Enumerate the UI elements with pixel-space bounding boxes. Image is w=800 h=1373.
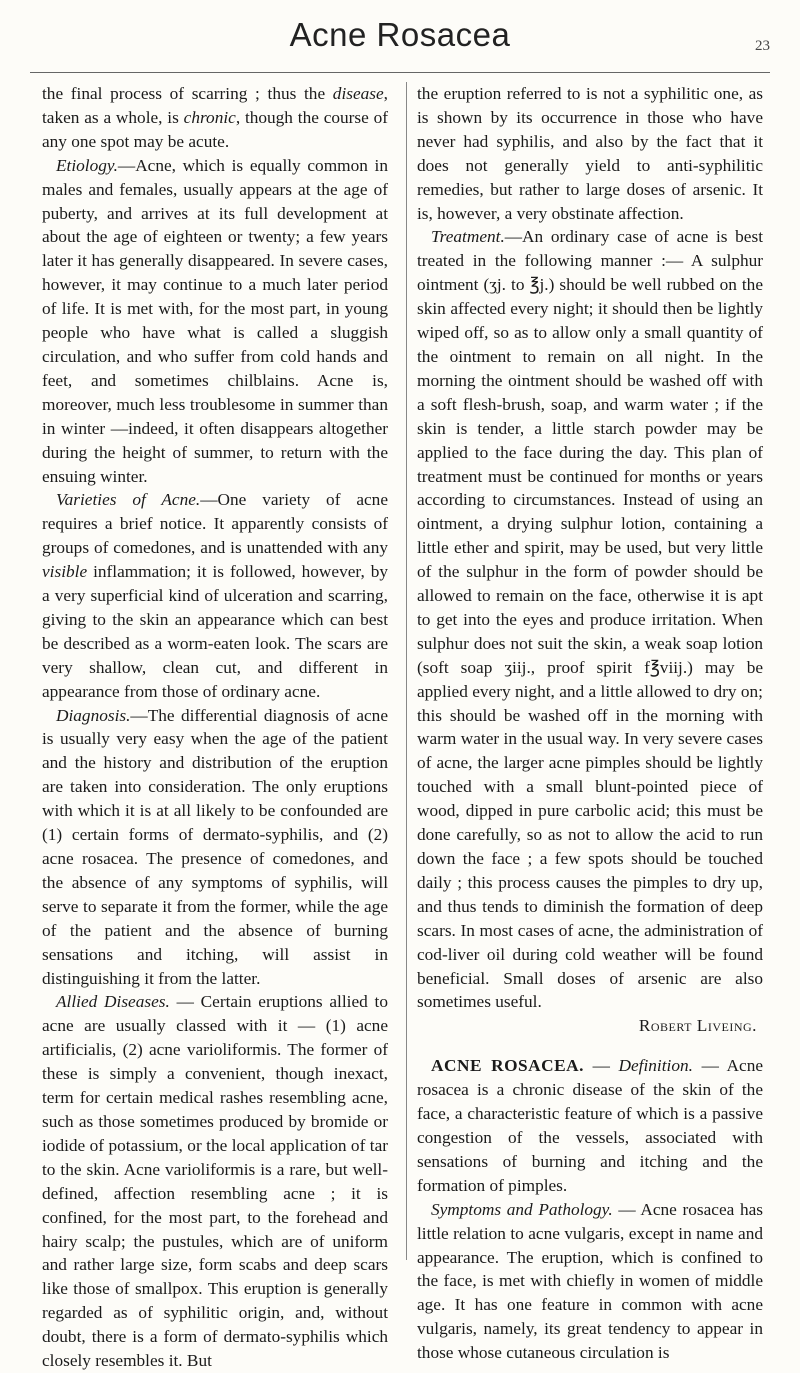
section-heading-definition: Definition. bbox=[618, 1056, 693, 1076]
text-run-italic: visible bbox=[42, 562, 88, 582]
text-run-italic: chronic bbox=[183, 107, 236, 127]
paragraph-text: — Acne rosacea is a chronic disease of the skin of the face, a characteristic feature of which is a passive congestion of the vessels, associated with sensations of burning and itching and the formation of pimples. bbox=[417, 1056, 764, 1195]
text-run: , taken as a whole, is bbox=[42, 84, 388, 127]
section-heading-treatment: Treatment. bbox=[431, 227, 505, 247]
paragraph-varieties bbox=[42, 488, 388, 703]
section-heading-varieties: Varieties of Acne. bbox=[56, 490, 201, 510]
text-run: — bbox=[583, 1056, 619, 1076]
page-title: Acne Rosacea bbox=[289, 16, 511, 53]
paragraph-allied-diseases bbox=[42, 990, 388, 1373]
paragraph-etiology bbox=[42, 154, 388, 489]
text-run: the final process of scarring ; thus the bbox=[42, 84, 333, 103]
paragraph-text: —An ordinary case of acne is best treated in the following manner :— A sulphur ointment (ʒj. to ℥j.) should be well rubbed on the skin affected every night; it should then be lightly wiped off, so as to allow only a small quantity of the ointment to remain on all night. In the morning the ointment should be washed off with a soft flesh-brush, soap, and warm water ; if the skin is tender, a little starch powder may be applied to the face during the day. This plan of treatment must be continued for months or years according to circumstances. Instead of using an ointment, a drying sulphur lotion, containing a little ether and spirit, may be used, but very little of the sulphur in the form of powder should be allowed to remain on the face, otherwise it is apt to get into the eyes and produce irritation. When sulphur does not suit the skin, a weak soap lotion (soft soap ʒiij., proof spirit f℥viij.) may be applied every night, and a little allowed to dry on; this should be washed off in the morning with warm water in the usual way. In very severe cases of acne, the larger acne pimples should be lightly touched with a small blunt-pointed piece of wood, dipped in pure carbolic acid; this must be done carefully, so as not to allow the acid to run down the face ; a few spots should be touched daily ; this process causes the pimples to dry up, and thus tends to diminish the formation of deep scars. In most cases of acne, the administration of cod-liver oil during cold weather will be found beneficial. Small doses of arsenic are also sometimes useful. bbox=[417, 227, 763, 1012]
section-heading-diagnosis: Diagnosis. bbox=[56, 705, 131, 725]
entry-heading: ACNE ROSACEA. bbox=[431, 1056, 584, 1076]
page-header bbox=[0, 0, 800, 70]
section-heading-etiology: Etiology. bbox=[56, 155, 118, 175]
column-divider bbox=[406, 82, 407, 1260]
paragraph-continuation bbox=[42, 82, 388, 154]
paragraph-continuation: the eruption referred to is not a syphilitic one, as is shown by its occurrence in those who have never had syphilis, and also by the fact that it does not generally yield to anti-syphilitic remedies, but rather to large doses of arsenic. It is, however, a very obstinate affection. bbox=[417, 84, 763, 223]
page-number: 23 bbox=[755, 38, 770, 54]
paragraph-text: inflammation; it is followed, however, by a very superficial kind of ulceration and scarring, giving to the skin an appearance which can best be described as a worm-eaten look. The scars are very shallow, clean cut, and different in appearance from those of ordinary acne. bbox=[42, 562, 388, 701]
left-column bbox=[42, 82, 388, 1373]
paragraph-symptoms bbox=[417, 1198, 763, 1365]
text-run: , though the course of any one spot may be acute. bbox=[42, 107, 389, 151]
paragraph-text: — Acne rosacea has little relation to acne vulgaris, except in name and appearance. The eruption, which is confined to the face, is met with chiefly in women of middle age. It has one feature in common with acne vulgaris, namely, its great tendency to appear in those whose cutaneous circulation is bbox=[417, 1199, 763, 1363]
right-column bbox=[417, 82, 763, 1365]
header-rule bbox=[30, 72, 770, 73]
section-heading-symptoms: Symptoms and Pathology. bbox=[431, 1199, 613, 1219]
text-run-italic: disease bbox=[332, 84, 384, 103]
section-heading-allied-diseases: Allied Diseases. bbox=[56, 992, 170, 1012]
paragraph-text: —One variety of acne requires a brief notice. It apparently consists of groups of comedones, and is unattended with any bbox=[42, 490, 388, 558]
paragraph-text: —Acne, which is equally common in males and females, usually appears at the age of puberty, and arrives at its full development at about the age of eighteen or twenty; a few years later it has generally disappeared. In severe cases, however, it may continue to a much later period of life. It is met with, for the most part, in young people who have what is called a sluggish circulation, and who suffer from cold hands and feet, and sometimes chilblains. Acne is, moreover, much less troublesome in summer than in winter —indeed, it often disappears altogether during the height of summer, to return with the ensuing winter. bbox=[42, 155, 388, 486]
paragraph-text: —The differential diagnosis of acne is usually very easy when the age of the patient and the history and distribution of the eruption are taken into consideration. The only eruptions with which it is at all likely to be confounded are (1) certain forms of dermato-syphilis, and (2) acne rosacea. The presence of comedones, and the absence of any symptoms of syphilis, will serve to separate it from the former, while the age of the patient and the absence of burning sensations and itching, will assist in distinguishing it from the latter. bbox=[42, 705, 388, 988]
author-signature: Robert Liveing. bbox=[638, 1016, 757, 1036]
paragraph-treatment bbox=[417, 225, 763, 1014]
paragraph-acne-rosacea-entry bbox=[417, 1054, 763, 1197]
paragraph-diagnosis bbox=[42, 704, 388, 991]
paragraph-text: — Certain eruptions allied to acne are usually classed with it — (1) acne artificialis, (2) acne varioliformis. The former of these is simply a convenient, though inexact, term for certain medical rashes resembling acne, such as those sometimes produced by bromide or iodide of potassium, or the local application of tar to the skin. Acne varioliformis is a rare, but well-defined, affection resembling acne ; it is confined, for the most part, to the forehead and hairy scalp; the pustules, which are of uniform and rather large size, form scabs and deep scars like those of smallpox. This eruption is generally regarded as of syphilitic origin, and, without doubt, there is a form of dermato-syphilis which closely resembles it. But bbox=[42, 992, 388, 1371]
